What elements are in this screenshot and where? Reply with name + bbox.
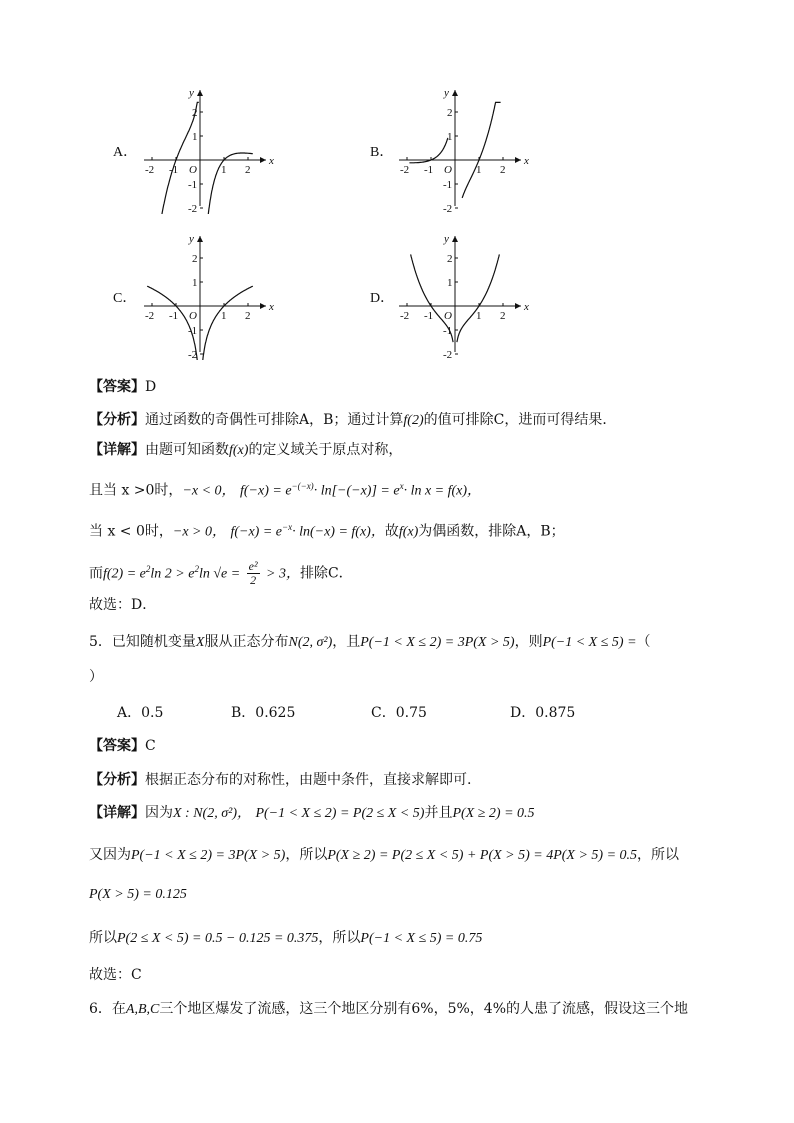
x-tick-label: 2 (500, 310, 506, 322)
x-tick-label: 1 (476, 310, 482, 322)
x-tick-label: -2 (400, 164, 410, 176)
origin-label: O (444, 310, 452, 322)
graph-b (395, 84, 535, 214)
y-tick-label: -2 (188, 203, 198, 214)
x-tick-label: -2 (400, 310, 410, 322)
graph-a (140, 84, 280, 214)
q5-detail-4: 所以P(2 ≤ X < 5) = 0.5 − 0.125 = 0.375，所以P(−1 < X ≤ 5) = 0.75 (89, 930, 483, 946)
q5-detail-3: P(X > 5) = 0.125 (89, 887, 187, 902)
q5-detail-2: 又因为P(−1 < X ≤ 2) = 3P(X > 5)，所以P(X ≥ 2) = P(2 ≤ X < 5) + P(X > 5) = 4P(X > 5) = 0.5，所以 (89, 847, 680, 863)
q4-choice: 故选：D． (89, 597, 157, 613)
y-tick-label: 1 (192, 131, 198, 143)
x-axis-arrow (260, 303, 266, 309)
y-tick-label: -2 (443, 349, 453, 360)
analysis-tag: 【分析】 (89, 412, 145, 428)
q5-stem-close: ） (89, 669, 103, 685)
x-tick-label: -1 (169, 310, 179, 322)
x-tick-label: -2 (145, 310, 155, 322)
y-axis-label: y (444, 87, 449, 99)
q4-line-3: 而$f(2) = e^2\ln$ $2 > e^2\ln$ √e = $\frac{\text{e²}}{2}$ > 3，排除C． (89, 559, 353, 588)
x-axis-label: x (524, 301, 529, 313)
x-tick-label: -1 (169, 164, 179, 176)
y-tick-label: 1 (447, 131, 453, 143)
q4-line-2: 当 x < 0时，−x > 0， $f(-x) = e^{-x}\cdot \ln(-x) = f(x)$，故f(x)为偶函数，排除A，B； (89, 522, 565, 540)
q5-answer: 【答案】C (89, 738, 156, 754)
x-tick-label: -2 (145, 164, 155, 176)
function-curve (462, 102, 500, 197)
analysis-tag: 【分析】 (89, 772, 145, 788)
y-tick-label: -2 (443, 203, 453, 214)
function-curve (150, 102, 199, 214)
x-axis-arrow (515, 157, 521, 163)
y-tick-label: 2 (447, 107, 453, 119)
x-tick-label: -1 (424, 164, 434, 176)
answer-tag: 【答案】 (89, 379, 145, 395)
x-tick-label: 2 (245, 164, 251, 176)
y-axis-label: y (189, 87, 194, 99)
y-tick-label: 2 (447, 253, 453, 265)
x-axis-label: x (524, 155, 529, 167)
y-axis-label: y (444, 233, 449, 245)
function-curve (409, 138, 447, 163)
q6-stem: 6．在A,B,C三个地区爆发了流感，这三个地区分别有6%，5%，4%的人患了流感，假设这三个地 (89, 1001, 689, 1017)
x-tick-label: 1 (476, 164, 482, 176)
q4-analysis: 【分析】通过函数的奇偶性可排除A，B；通过计算f(2)的值可排除C，进而可得结果． (89, 412, 617, 428)
y-axis-arrow (452, 90, 458, 96)
graph-c (140, 230, 280, 360)
y-axis-arrow (197, 236, 203, 242)
y-tick-label: -1 (188, 325, 198, 337)
answer-tag: 【答案】 (89, 738, 145, 754)
x-axis-arrow (515, 303, 521, 309)
option-b-label: B． (370, 145, 394, 160)
function-curve (202, 286, 252, 360)
q4-line-1: 且当 x >0时，−x < 0， $f(-x) = e^{-(-x)}\cdot \ln[-(-x)] = e^x\cdot \ln x = f(x)$， (89, 481, 482, 499)
origin-label: O (189, 164, 197, 176)
option-d-label: D． (370, 291, 395, 306)
option-a-label: A． (113, 145, 138, 160)
y-tick-label: 2 (192, 253, 198, 265)
x-tick-label: -1 (424, 310, 434, 322)
function-curve (201, 153, 253, 214)
q5-choice: 故选：C (89, 967, 142, 983)
q5-option-b: B．0.625 (231, 705, 296, 721)
q5-option-d: D．0.875 (510, 705, 576, 721)
graph-d (395, 230, 535, 360)
origin-label: O (444, 164, 452, 176)
y-tick-label: -1 (188, 179, 198, 191)
x-tick-label: 2 (500, 164, 506, 176)
y-tick-label: 2 (192, 107, 198, 119)
option-c-label: C． (113, 291, 137, 306)
q4-detail-intro: 【详解】由题可知函数f(x)的定义域关于原点对称， (89, 442, 403, 458)
q5-option-a: A．0.5 (117, 705, 164, 721)
y-tick-label: -2 (188, 349, 198, 360)
detail-tag: 【详解】 (89, 805, 145, 821)
y-axis-arrow (197, 90, 203, 96)
y-tick-label: 1 (447, 277, 453, 289)
y-tick-label: 1 (192, 277, 198, 289)
x-tick-label: 2 (245, 310, 251, 322)
origin-label: O (189, 310, 197, 322)
q5-detail-1: 【详解】因为X : N(2, σ²)， P(−1 < X ≤ 2) = P(2 ≤ X < 5)并且P(X ≥ 2) = 0.5 (89, 805, 535, 821)
x-axis-arrow (260, 157, 266, 163)
q5-stem: 5．已知随机变量X服从正态分布N(2, σ²)，且P(−1 < X ≤ 2) = 3P(X > 5)，则P(−1 < X ≤ 5) =（ (89, 634, 651, 650)
function-curve (457, 254, 500, 342)
y-axis-label: y (189, 233, 194, 245)
q5-analysis: 【分析】根据正态分布的对称性，由题中条件，直接求解即可. (89, 772, 472, 788)
y-tick-label: -1 (443, 179, 453, 191)
x-tick-label: 1 (221, 164, 227, 176)
y-axis-arrow (452, 236, 458, 242)
q5-option-c: C．0.75 (371, 705, 427, 721)
q4-answer: 【答案】D (89, 379, 157, 395)
x-tick-label: 1 (221, 310, 227, 322)
x-axis-label: x (269, 301, 274, 313)
detail-tag: 【详解】 (89, 442, 145, 458)
x-axis-label: x (269, 155, 274, 167)
y-tick-label: -1 (443, 325, 453, 337)
